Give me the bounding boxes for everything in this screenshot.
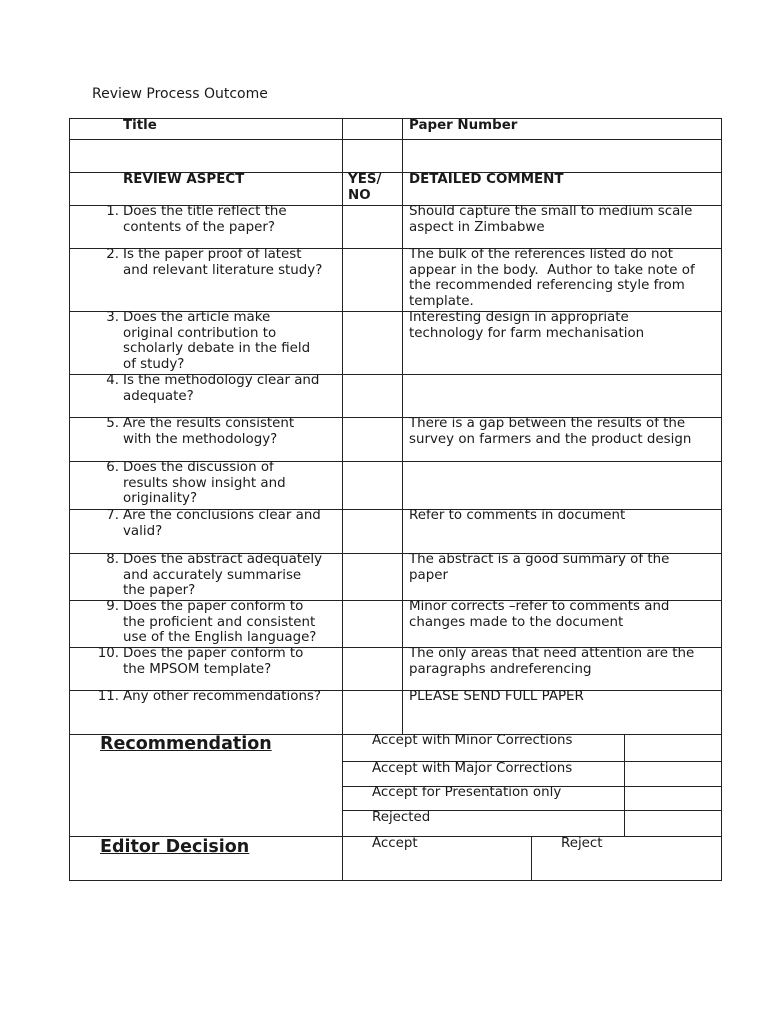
comment-text: The abstract is a good summary of the	[409, 552, 670, 567]
yes-no-answer-cell[interactable]	[344, 692, 400, 732]
comment-text: survey on farmers and the product design	[409, 431, 692, 447]
comment-text: technology for farm mechanisation	[409, 325, 645, 341]
table-border	[402, 118, 403, 735]
comment-text: paper	[409, 567, 448, 583]
title-label: Title	[123, 118, 157, 133]
question-number: 10.	[97, 646, 119, 661]
recommendation-option: Accept with Minor Corrections	[372, 733, 573, 748]
comment-text: Should capture the small to medium scale	[409, 204, 693, 219]
question-number: 5.	[106, 416, 119, 431]
recommendation-label: Recommendation	[100, 734, 272, 754]
question-text: and relevant literature study?	[123, 262, 323, 278]
yes-no-header: YES/	[348, 172, 382, 187]
question-text: of study?	[123, 356, 185, 372]
comment-text: The only areas that need attention are the	[409, 646, 695, 661]
comment-text: Minor corrects –refer to comments and	[409, 599, 670, 614]
yes-no-answer-cell[interactable]	[344, 313, 400, 372]
review-aspect-header: REVIEW ASPECT	[123, 172, 245, 187]
question-number: 2.	[106, 247, 119, 262]
question-text: Does the title reflect the	[123, 204, 287, 219]
yes-no-answer-cell[interactable]	[344, 250, 400, 309]
recommendation-checkbox[interactable]	[626, 736, 719, 759]
comment-text: Refer to comments in document	[409, 508, 626, 523]
question-text: Are the results consistent	[123, 416, 295, 431]
yes-no-answer-cell[interactable]	[344, 649, 400, 688]
table-border	[624, 734, 625, 837]
question-number: 4.	[106, 373, 119, 388]
recommendation-option: Accept for Presentation only	[372, 785, 562, 800]
table-border	[342, 118, 343, 881]
question-number: 3.	[106, 310, 119, 325]
question-number: 11.	[97, 689, 119, 704]
question-text: Does the paper conform to	[123, 599, 304, 614]
question-text: results show insight and	[123, 475, 286, 491]
question-number: 1.	[106, 204, 119, 219]
comment-text: aspect in Zimbabwe	[409, 219, 545, 235]
question-number: 9.	[106, 599, 119, 614]
editor-accept-option: Accept	[372, 836, 418, 851]
table-border	[69, 118, 722, 119]
yes-no-answer-cell[interactable]	[344, 555, 400, 598]
question-text: Does the article make	[123, 310, 271, 325]
comment-text: the recommended referencing style from	[409, 278, 685, 294]
question-text: original contribution to	[123, 325, 277, 341]
table-border	[69, 139, 722, 140]
question-text: contents of the paper?	[123, 219, 275, 235]
question-text: the MPSOM template?	[123, 661, 272, 677]
recommendation-checkbox[interactable]	[626, 763, 719, 784]
comment-text: PLEASE SEND FULL PAPER	[409, 689, 584, 704]
page-heading: Review Process Outcome	[92, 86, 268, 102]
question-text: use of the English language?	[123, 630, 317, 646]
recommendation-option: Accept with Major Corrections	[372, 761, 573, 776]
detailed-comment-header: DETAILED COMMENT	[409, 172, 564, 187]
recommendation-checkbox[interactable]	[626, 788, 719, 808]
question-text: Are the conclusions clear and	[123, 508, 321, 523]
question-text: Any other recommendations?	[123, 689, 322, 704]
comment-text: changes made to the document	[409, 614, 624, 630]
question-text: scholarly debate in the field	[123, 341, 311, 357]
question-text: the proficient and consistent	[123, 614, 316, 630]
question-text: the paper?	[123, 583, 196, 599]
yes-no-answer-cell[interactable]	[344, 419, 400, 459]
comment-text: paragraphs andreferencing	[409, 661, 592, 677]
comment-text: template.	[409, 293, 474, 309]
yes-no-answer-cell[interactable]	[344, 376, 400, 415]
comment-text: There is a gap between the results of the	[409, 416, 686, 431]
paper-number-label: Paper Number	[409, 118, 518, 133]
recommendation-checkbox[interactable]	[626, 812, 719, 834]
question-number: 8.	[106, 552, 119, 567]
yes-no-header: NO	[348, 187, 371, 203]
question-text: Is the methodology clear and	[123, 373, 320, 388]
question-text: with the methodology?	[123, 431, 278, 447]
comment-text: The bulk of the references listed do not	[409, 247, 673, 262]
table-border	[69, 880, 722, 881]
question-number: 6.	[106, 460, 119, 475]
question-text: Does the discussion of	[123, 460, 274, 475]
question-text: and accurately summarise	[123, 567, 302, 583]
comment-text: appear in the body. Author to take note of	[409, 262, 695, 278]
table-border	[531, 836, 532, 881]
question-text: originality?	[123, 491, 198, 507]
recommendation-option: Rejected	[372, 810, 431, 825]
yes-no-answer-cell[interactable]	[344, 207, 400, 246]
yes-no-answer-cell[interactable]	[344, 463, 400, 507]
table-border	[69, 118, 70, 881]
question-number: 7.	[106, 508, 119, 523]
editor-reject-option: Reject	[561, 836, 603, 851]
question-text: Does the paper conform to	[123, 646, 304, 661]
editor-decision-label: Editor Decision	[100, 837, 250, 857]
question-text: Does the abstract adequately	[123, 552, 322, 567]
yes-no-answer-cell[interactable]	[344, 602, 400, 645]
question-text: adequate?	[123, 388, 194, 404]
comment-text: Interesting design in appropriate	[409, 310, 629, 325]
yes-no-answer-cell[interactable]	[344, 511, 400, 551]
table-border	[721, 118, 722, 881]
question-text: valid?	[123, 523, 163, 539]
question-text: Is the paper proof of latest	[123, 247, 302, 262]
